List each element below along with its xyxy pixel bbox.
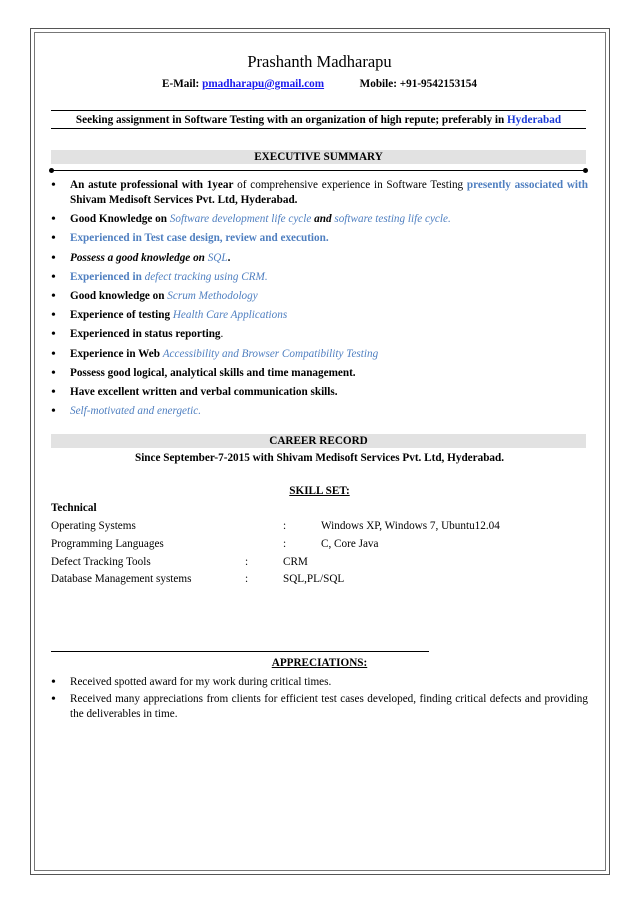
skill-row [51, 573, 588, 589]
appreciations-heading: APPRECIATIONS: [271, 657, 368, 669]
skill-separator: : [283, 538, 287, 550]
list-item: • Received spotted award for my work during critical times. [51, 675, 588, 690]
skill-set-heading: SKILL SET: [289, 485, 350, 497]
skill-value: C, Core Java [321, 538, 379, 550]
summary-list [51, 178, 588, 423]
skill-value: SQL,PL/SQL [283, 573, 345, 585]
career-since: Since September-7-2015 with Shivam Medisoft Services Pvt. Ltd, Hyderabad. [134, 452, 505, 464]
career-record-heading: CAREER RECORD [51, 434, 586, 448]
skill-label: Defect Tracking Tools [51, 556, 151, 568]
technical-label: Technical [51, 502, 97, 514]
career-objective [51, 110, 586, 129]
skill-value: Windows XP, Windows 7, Ubuntu12.04 [321, 520, 500, 532]
skill-row [51, 556, 588, 572]
appreciations-divider [51, 651, 429, 652]
list-item: • Good knowledge on Scrum Methodology [51, 289, 588, 304]
skill-label: Programming Languages [51, 538, 164, 550]
executive-summary-heading: EXECUTIVE SUMMARY [51, 150, 586, 164]
list-item: • Experienced in Test case design, review and execution. [51, 231, 588, 246]
skill-separator: : [283, 520, 287, 532]
list-item: • Have excellent written and verbal communication skills. [51, 385, 588, 400]
appreciations-list [51, 675, 588, 724]
list-item: • Experienced in status reporting. [51, 327, 588, 342]
email-link[interactable]: pmadharapu@gmail.com [202, 78, 325, 90]
mobile-number: Mobile: +91-9542153154 [359, 78, 477, 90]
list-item: • Experience in Web Accessibility and Browser Compatibility Testing [51, 347, 588, 362]
skill-row [51, 538, 588, 554]
skill-value: CRM [283, 556, 308, 568]
skill-label: Operating Systems [51, 520, 136, 532]
objective-text: Seeking assignment in Software Testing with an organization of high repute; preferably in [75, 114, 505, 126]
list-item: • Possess a good knowledge on SQL. [51, 251, 588, 266]
list-item: • Possess good logical, analytical skills and time management. [51, 366, 588, 381]
list-item: • An astute professional with 1year of comprehensive experience in Software Testing presently associated with Shivam Medisoft Services Pvt. Ltd, Hyderabad. [51, 178, 588, 208]
list-item: • Self-motivated and energetic. [51, 404, 588, 419]
skill-label: Database Management systems [51, 573, 192, 585]
skill-separator: : [245, 556, 249, 568]
skill-separator: : [245, 573, 249, 585]
candidate-name: Prashanth Madharapu [247, 52, 392, 71]
contact-line [51, 78, 588, 90]
list-item: • Experience of testing Health Care Applications [51, 308, 588, 323]
summary-divider [51, 170, 586, 171]
list-item: • Received many appreciations from clients for efficient test cases developed, finding critical defects and providing the deliverables in time. [51, 692, 588, 722]
email-label: E-Mail: [162, 78, 200, 90]
objective-location: Hyderabad [506, 114, 562, 126]
skill-row [51, 520, 588, 536]
list-item: • Good Knowledge on Software development life cycle and software testing life cycle. [51, 212, 588, 227]
list-item: • Experienced in defect tracking using CRM. [51, 270, 588, 285]
